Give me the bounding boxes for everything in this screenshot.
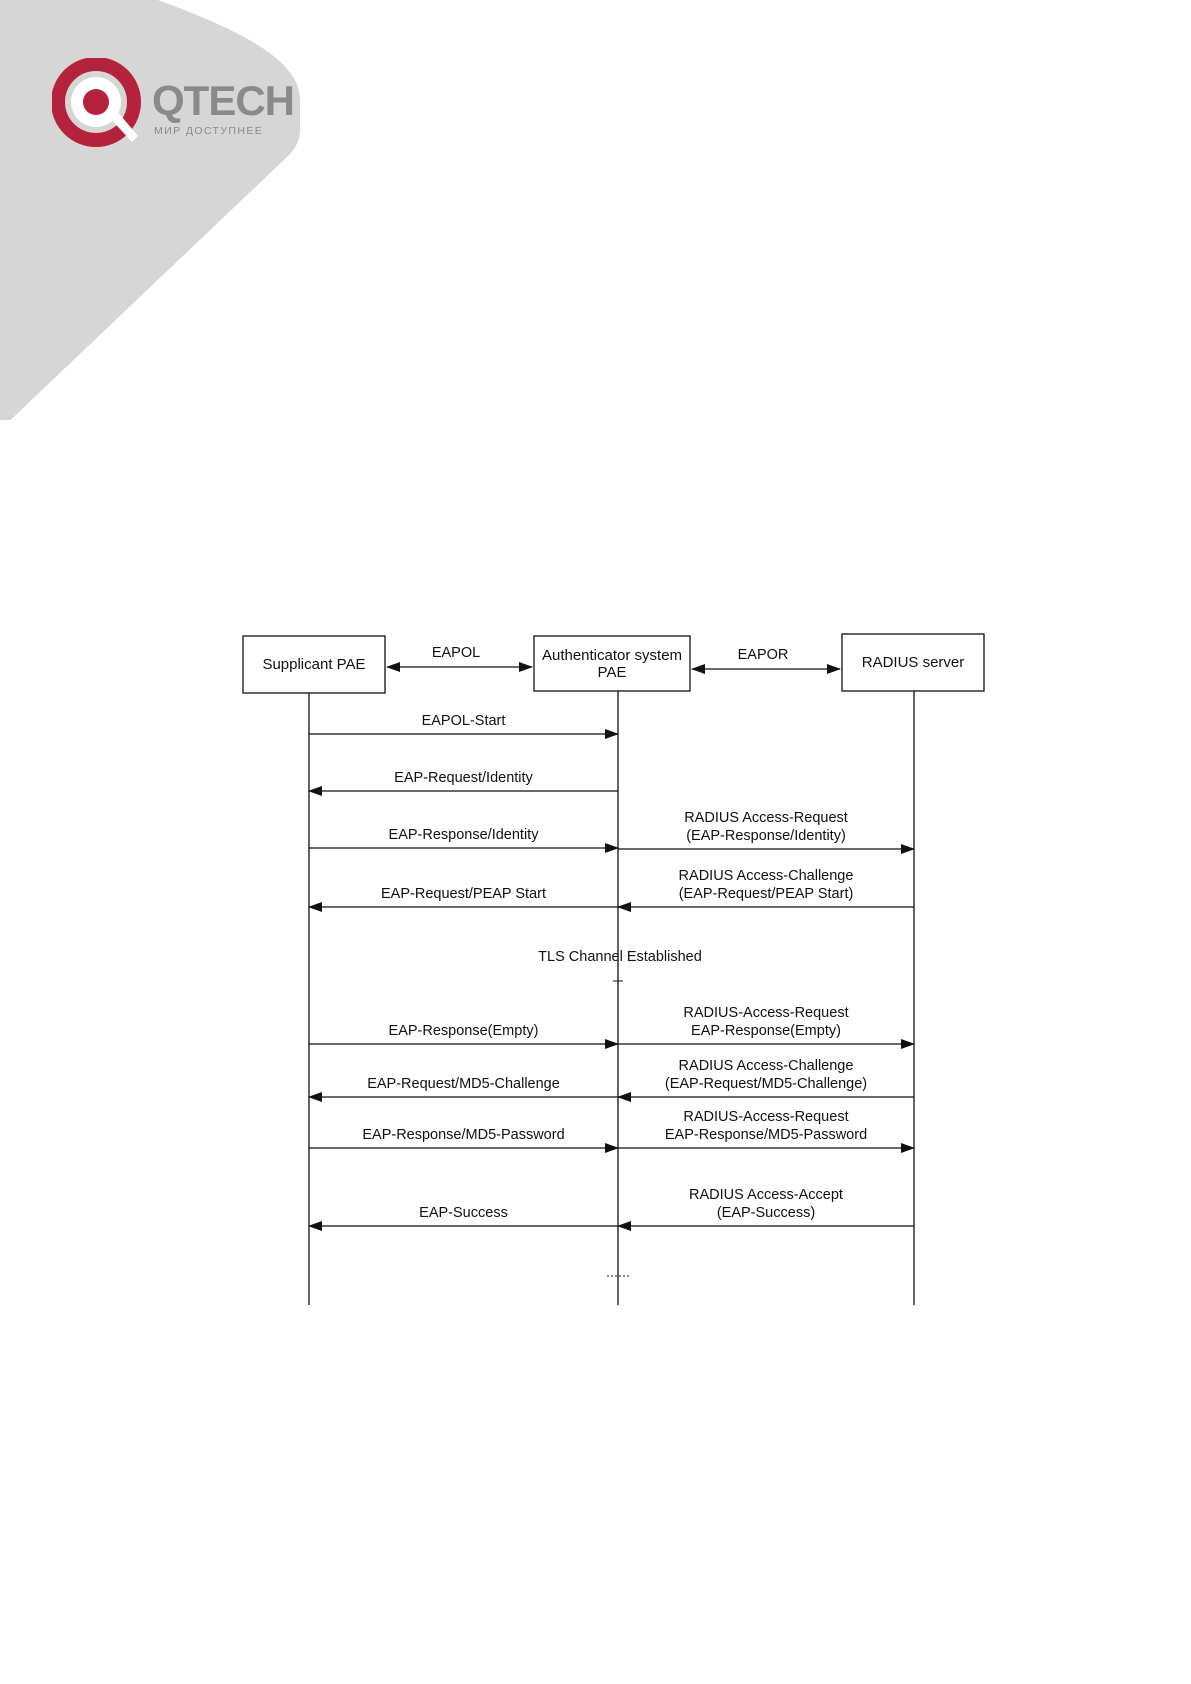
message-label (264, 1204, 664, 1222)
brand-tagline: МИР ДОСТУПНЕЕ (154, 125, 264, 137)
tls-channel-note: TLS Channel Established (538, 949, 702, 965)
brand-name: QTECH (152, 77, 294, 124)
message-label-line: RADIUS Access-Accept (689, 1187, 843, 1203)
message-label (264, 769, 664, 787)
message-label-line: EAP-Request/Identity (394, 770, 533, 786)
message-label-line: RADIUS Access-Challenge (678, 868, 854, 884)
message-label (566, 1004, 966, 1040)
message-label (566, 809, 966, 845)
message-label (264, 1075, 664, 1093)
message-label-line: EAP-Request/MD5-Challenge (367, 1076, 560, 1092)
message-label-line: EAP-Response(Empty) (388, 1023, 539, 1039)
entity-label-line: Supplicant PAE (262, 656, 366, 673)
message-label (566, 1108, 966, 1144)
link-label-eapol: EAPOL (431, 645, 481, 661)
message-label-line: (EAP-Success) (716, 1205, 816, 1221)
entity-label-line: PAE (597, 663, 627, 681)
message-label-line: (EAP-Response/Identity) (686, 828, 846, 844)
message-label-line: (EAP-Request/PEAP Start) (678, 886, 854, 902)
message-label-line: RADIUS-Access-Request (683, 1005, 849, 1021)
message-label-line: RADIUS-Access-Request (683, 1109, 849, 1125)
message-label-line: EAP-Success (419, 1205, 508, 1221)
message-label-line: EAP-Request/PEAP Start (381, 886, 546, 902)
message-label-line: EAP-Response/MD5-Password (362, 1127, 565, 1143)
message-label (264, 712, 664, 730)
message-label-line: RADIUS Access-Challenge (678, 1058, 854, 1074)
message-label-line: EAP-Response(Empty) (691, 1023, 841, 1039)
message-label-line: (EAP-Request/MD5-Challenge) (664, 1076, 868, 1092)
message-label-line: RADIUS Access-Request (684, 810, 848, 826)
entity-label-authenticator (534, 636, 690, 691)
link-label-eapor: EAPOR (737, 647, 789, 663)
entity-label-line: Authenticator system (541, 646, 683, 664)
entity-label-line: RADIUS server (861, 654, 965, 671)
message-label-line: EAP-Response/MD5-Password (664, 1127, 868, 1143)
entity-label-radius (842, 634, 984, 691)
message-label-line: EAP-Response/Identity (388, 827, 539, 843)
message-label-line: EAPOL-Start (421, 713, 506, 729)
entity-label-supplicant (243, 636, 385, 693)
message-label (264, 885, 664, 903)
